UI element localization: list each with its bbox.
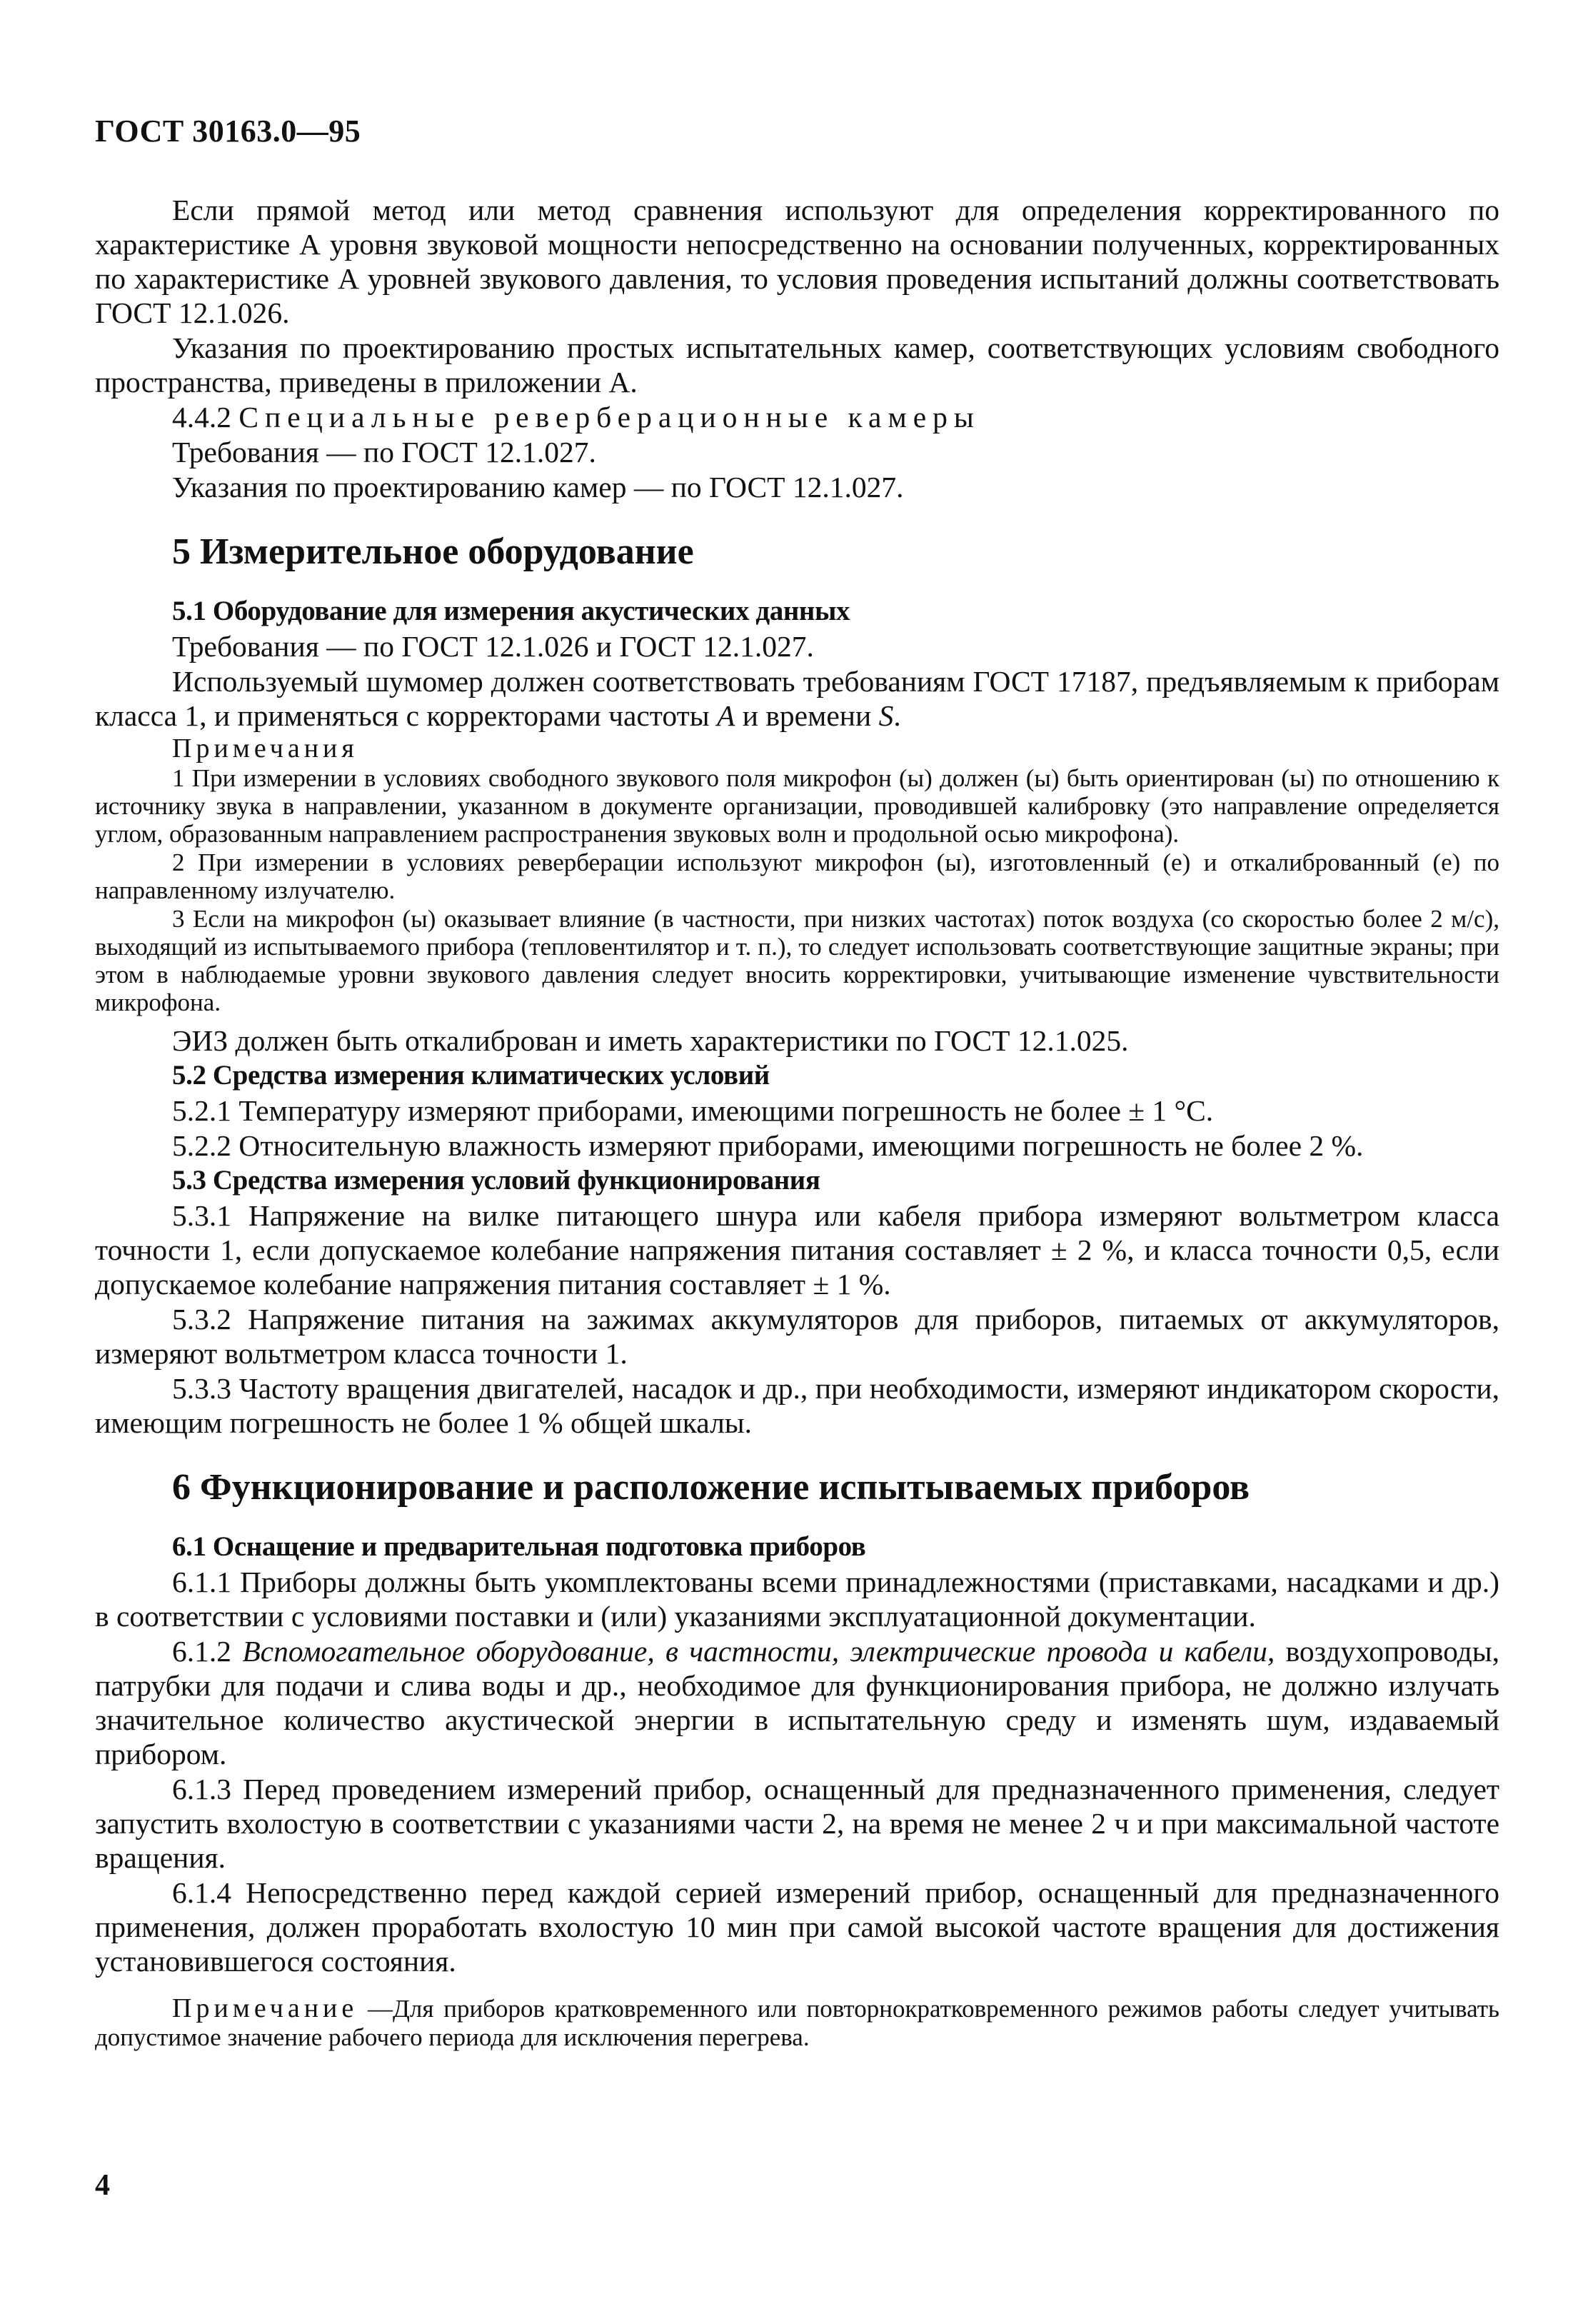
paragraph (95, 664, 1499, 733)
page-content (95, 193, 1499, 2052)
page-number: 4 (95, 2169, 110, 2202)
paragraph: Если прямой метод или метод сравнения используют для определения корректированного по характеристике А уровня звуковой мощности непосредственно на основании полученных, корректированных по характеристике А уровней звукового давления, то условия проведения испытаний должны соответствовать ГОСТ 12.1.026. (95, 194, 1499, 329)
text-run: . (893, 699, 901, 732)
notes-block (95, 733, 1499, 1016)
text-run: воздухопроводы, патрубки для подачи и слива воды и др., необходимое для функционирования прибора, не должно излучать значительное количество акустической энергии в испытательную среду и изменять шум, издаваемый прибором. (95, 1635, 1499, 1770)
note-1: 1 При измерении в условиях свободного звукового поля микрофон (ы) должен (ы) быть ориентирован (ы) по отношению к источнику звука в направлении, указанном в документе организации, проводившей калибровку (это направление определяется углом, образованным направлением распространения звуковых волн и продольной осью микрофона). (95, 764, 1499, 848)
section-heading-5: 5 Измерительное оборудование (172, 531, 694, 572)
paragraph: 5.3.1 Напряжение на вилке питающего шнура или кабеля прибора измеряют вольтметром класса точности 1, если допускаемое колебание напряжения питания составляет ± 2 %, и класса точности 0,5, если допускаемое колебание напряжения питания составляет ± 1 %. (95, 1199, 1499, 1301)
paragraph: 5.3.3 Частоту вращения двигателей, насадок и др., при необходимости, измеряют индикатором скорости, имеющим погрешность не более 1 % общей шкалы. (95, 1372, 1499, 1439)
italic-term: Вспомогательное оборудование, в частности, электрические провода и кабели, (242, 1635, 1275, 1668)
subsection-heading-5-2: 5.2 Средства измерения климатических условий (172, 1060, 770, 1091)
text-run: и времени (735, 699, 879, 732)
paragraph: 6.1.3 Перед проведением измерений прибор, оснащенный для предназначенного применения, следует запустить вхолостую в соответствии с указаниями части 2, на время не менее 2 ч и при максимальной частоте вращения. (95, 1773, 1499, 1874)
section-heading-6: 6 Функционирование и расположение испытываемых приборов (172, 1467, 1250, 1508)
text-run: Используемый шумомер должен соответствовать требованиям ГОСТ 17187, предъявляемым к приборам класса 1, и применяться с корректорами частоты (95, 665, 1499, 732)
note-2: 2 При измерении в условиях реверберации используют микрофон (ы), изготовленный (е) и откалиброванный (е) по направленному излучателю. (95, 848, 1499, 904)
note-label: Примечание (172, 1993, 358, 2023)
paragraph: 5.3.2 Напряжение питания на зажимах аккумуляторов для приборов, питаемых от аккумуляторов, измеряют вольтметром класса точности 1. (95, 1303, 1499, 1370)
paragraph: Указания по проектированию камер — по ГОСТ 12.1.027. (172, 471, 904, 504)
clause-number: 6.1.2 (172, 1635, 243, 1668)
paragraph: Требования — по ГОСТ 12.1.027. (172, 436, 596, 469)
paragraph: ЭИЗ должен быть откалиброван и иметь характеристики по ГОСТ 12.1.025. (172, 1024, 1129, 1057)
subsection-heading-5-1: 5.1 Оборудование для измерения акустических данных (172, 596, 850, 626)
note-text: —Для приборов кратковременного или повторнократковременного режимов работы следует учитывать допустимое значение рабочего периода для исключения перегрева. (95, 1995, 1499, 2051)
paragraph: Указания по проектированию простых испытательных камер, соответствующих условиям свободного пространства, приведены в приложении А. (95, 331, 1499, 399)
subsection-heading-6-1: 6.1 Оснащение и предварительная подготовка приборов (172, 1531, 866, 1562)
paragraph: 6.1.1 Приборы должны быть укомплектованы всеми принадлежностями (приставками, насадками и др.) в соответствии с условиями поставки и (или) указаниями эксплуатационной документации. (95, 1566, 1499, 1633)
symbol-S: S (878, 699, 894, 732)
clause-title: Специальные реверберационные камеры (238, 401, 980, 434)
paragraph: Требования — по ГОСТ 12.1.026 и ГОСТ 12.1.027. (172, 630, 814, 663)
paragraph (95, 1634, 1499, 1771)
document-header: ГОСТ 30163.0—95 (95, 114, 361, 149)
subsection-heading-4-4-2 (95, 400, 1499, 434)
paragraph: 6.1.4 Непосредственно перед каждой серией измерений прибор, оснащенный для предназначенного применения, должен проработать вхолостую 10 мин при самой высокой частоте вращения для достижения установившегося состояния. (95, 1876, 1499, 1978)
paragraph: 5.2.2 Относительную влажность измеряют приборами, имеющими погрешность не более 2 %. (172, 1129, 1364, 1162)
paragraph: 5.2.1 Температуру измеряют приборами, имеющими погрешность не более ± 1 °С. (172, 1094, 1214, 1127)
final-note (95, 1994, 1499, 2052)
symbol-A: A (717, 699, 735, 732)
note-3: 3 Если на микрофон (ы) оказывает влияние (в частности, при низких частотах) поток воздуха (со скоростью более 2 м/с), выходящий из испытываемого прибора (тепловентилятор и т. п.), то следует использовать соответствующие защитные экраны; при этом в наблюдаемые уровни звукового давления следует вносить корректировки, учитывающие изменение чувствительности микрофона. (95, 905, 1499, 1016)
subsection-heading-5-3: 5.3 Средства измерения условий функционирования (172, 1165, 820, 1196)
notes-title: Примечания (172, 733, 358, 763)
clause-number: 4.4.2 (172, 401, 231, 434)
